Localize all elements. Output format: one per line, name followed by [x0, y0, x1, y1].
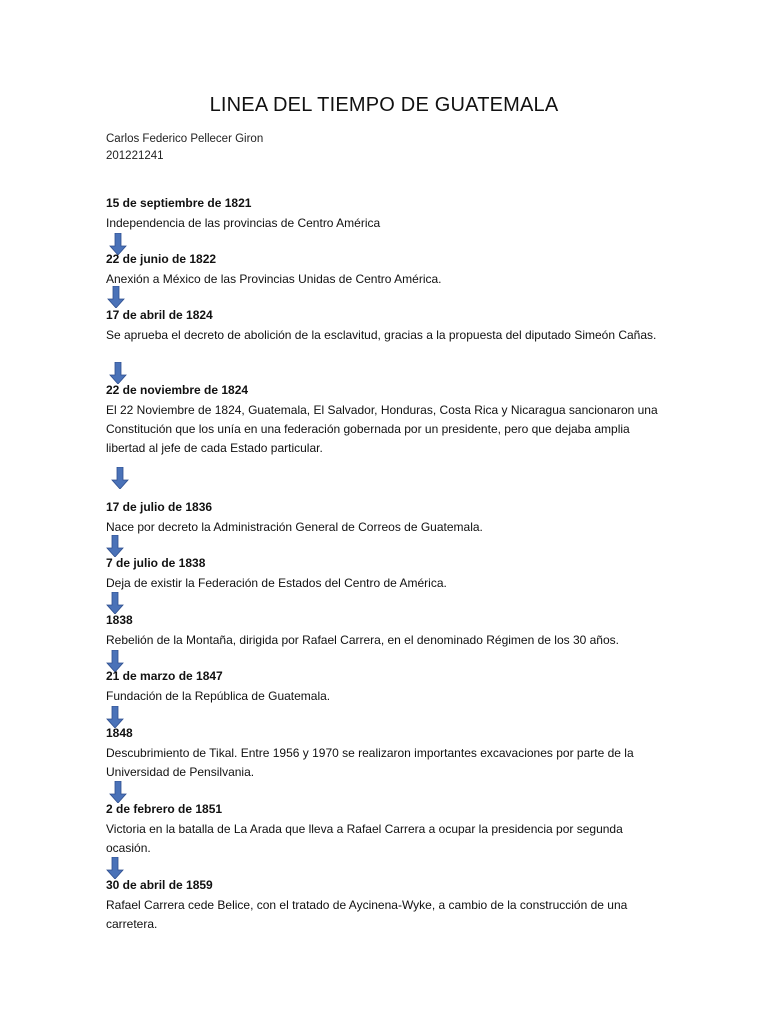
down-arrow-icon [111, 467, 129, 489]
event-date: 1848 [106, 726, 133, 740]
event-description: Nace por decreto la Administración General de Correos de Guatemala. [106, 520, 483, 534]
event-date: 22 de noviembre de 1824 [106, 383, 249, 397]
event-description: Se aprueba el decreto de abolición de la esclavitud, gracias a la propuesta del diputado Simeón Cañas. [106, 328, 657, 342]
event-date: 17 de abril de 1824 [106, 308, 213, 322]
author-name: Carlos Federico Pellecer Giron [106, 133, 264, 145]
down-arrow-icon [109, 781, 127, 803]
event-description: Independencia de las provincias de Centro América [106, 216, 381, 230]
event-description: Fundación de la República de Guatemala. [106, 689, 331, 703]
event-description: Rafael Carrera cede Belice, con el tratado de Aycinena-Wyke, a cambio de la construcción de una carretera. [106, 898, 628, 931]
down-arrow-icon [107, 286, 125, 308]
event-description: Rebelión de la Montaña, dirigida por Rafael Carrera, en el denominado Régimen de los 30 años. [106, 633, 619, 647]
event-date: 22 de junio de 1822 [106, 252, 217, 266]
event-date: 30 de abril de 1859 [106, 878, 213, 892]
event-date: 2 de febrero de 1851 [106, 802, 223, 816]
event-description: Anexión a México de las Provincias Unidas de Centro América. [106, 272, 442, 286]
down-arrow-icon [106, 706, 124, 728]
event-description: El 22 Noviembre de 1824, Guatemala, El Salvador, Honduras, Costa Rica y Nicaragua sancionaron una Constitución que los unía en una federación gobernada por un presidente, pero que dejaba amplia libertad al jefe de cada Estado particular. [106, 403, 658, 455]
down-arrow-icon [109, 362, 127, 384]
page-title: LINEA DEL TIEMPO DE GUATEMALA [209, 94, 559, 116]
down-arrow-icon [106, 592, 124, 614]
down-arrow-icon [106, 535, 124, 557]
event-description: Victoria en la batalla de La Arada que lleva a Rafael Carrera a ocupar la presidencia por segunda ocasión. [106, 822, 623, 855]
student-id: 201221241 [106, 150, 164, 162]
down-arrow-icon [106, 857, 124, 879]
event-date: 17 de julio de 1836 [106, 500, 213, 514]
event-date: 15 de septiembre de 1821 [106, 196, 252, 210]
event-description: Deja de existir la Federación de Estados del Centro de América. [106, 576, 447, 590]
event-date: 1838 [106, 613, 133, 627]
event-date: 7 de julio de 1838 [106, 556, 206, 570]
event-description: Descubrimiento de Tikal. Entre 1956 y 1970 se realizaron importantes excavaciones por parte de la Universidad de Pensilvania. [106, 746, 634, 779]
event-date: 21 de marzo de 1847 [106, 669, 223, 683]
